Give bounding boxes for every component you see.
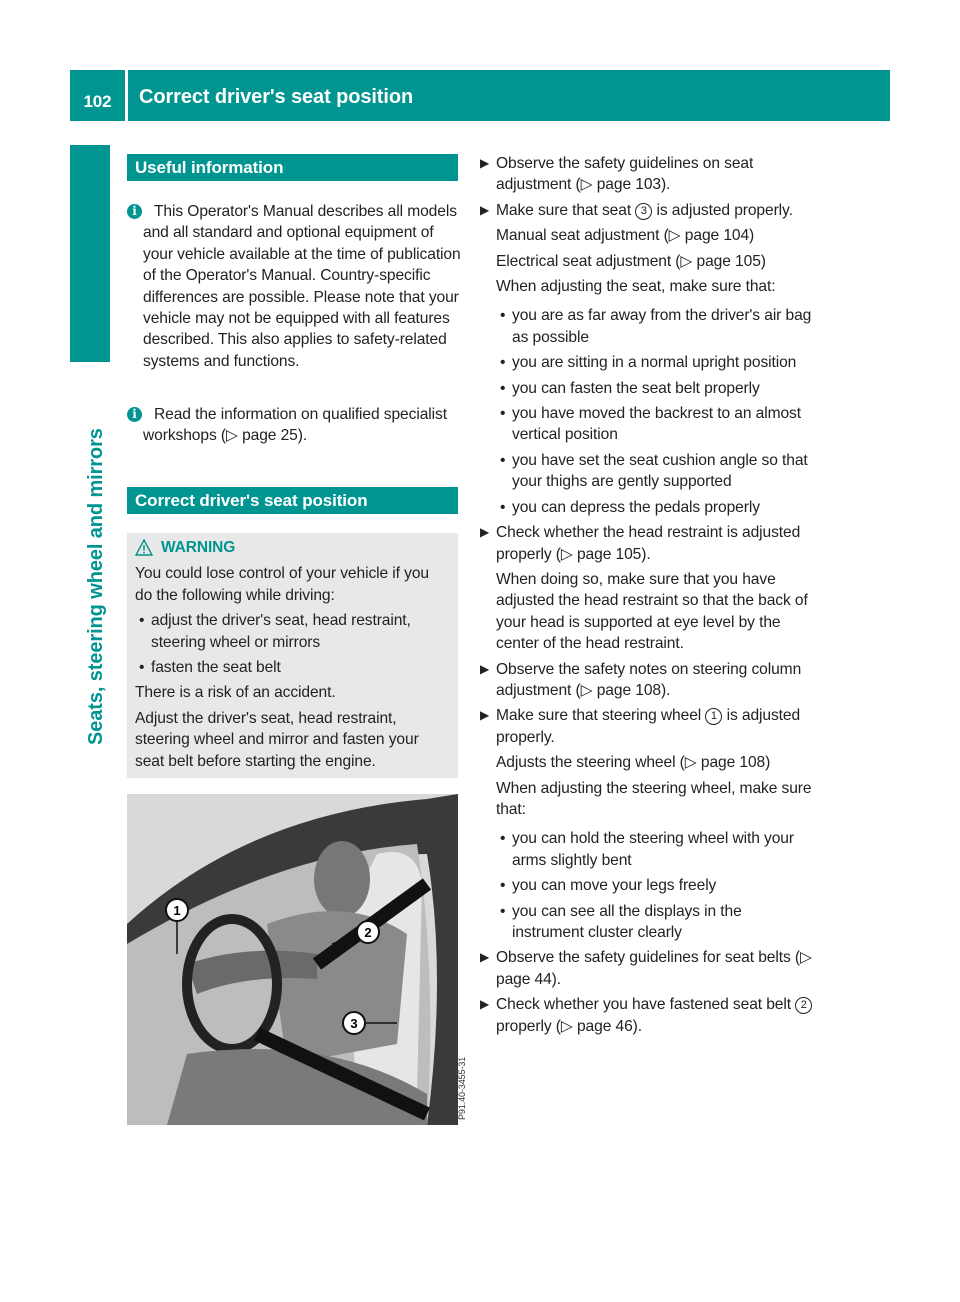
list-item: • you have moved the backrest to an almost vertical position — [480, 403, 816, 446]
list-item: • you are as far away from the driver's air bag as possible — [480, 305, 816, 348]
step: ▶ Check whether the head restraint is adjusted properly (▷ page 105). — [480, 524, 801, 563]
list-item: • you can see all the displays in the instrument cluster clearly — [480, 901, 816, 944]
step-arrow-icon: ▶ — [480, 525, 490, 540]
page-title: Correct driver's seat position — [128, 70, 890, 121]
callout-ref: 1 — [705, 708, 722, 725]
callout-2 — [357, 921, 379, 943]
text: When adjusting the seat, make sure that: — [496, 278, 776, 296]
warning-advice: Adjust the driver's seat, head restraint, steering wheel and mirror and fasten your seat belt before starting the engine. — [135, 709, 419, 770]
useful-info-heading: Useful information — [127, 154, 458, 181]
page-number: 102 — [70, 70, 125, 121]
step-arrow-icon: ▶ — [480, 708, 490, 723]
callout-1 — [166, 899, 188, 921]
section-heading: Correct driver's seat position — [127, 487, 458, 514]
step: ▶ Observe the safety guidelines on seat adjustment (▷ page 103). — [480, 155, 754, 194]
step: ▶ Make sure that seat 3 is adjusted properly. — [480, 200, 816, 221]
step-arrow-icon: ▶ — [480, 661, 490, 676]
callout-ref: 3 — [635, 203, 652, 220]
list-item: • you can move your legs freely — [480, 875, 816, 896]
step-arrow-icon: ▶ — [480, 202, 490, 217]
svg-text:1: 1 — [173, 903, 181, 918]
driver-seat-illustration — [127, 794, 458, 1125]
step: ▶ Check whether you have fastened seat belt 2 properly (▷ page 46). — [480, 994, 816, 1037]
warning-bullet: • adjust the driver's seat, head restraint, steering wheel or mirrors — [135, 610, 450, 653]
list-item: • you can hold the steering wheel with your arms slightly bent — [480, 828, 816, 871]
warning-intro: You could lose control of your vehicle if you do the following while driving: — [135, 565, 429, 604]
list-item: • you have set the seat cushion angle so that your thighs are gently supported — [480, 450, 816, 493]
text: When adjusting the steering wheel, make sure that: — [496, 779, 812, 818]
step: ▶ Make sure that steering wheel 1 is adjusted properly. — [480, 707, 801, 746]
info-note: i This Operator's Manual describes all models and all standard and optional equipment of your vehicle available at the time of publication of the Operator's Manual. Country-specific differences are possible. Please note that your vehicle may not be equipped with all features described. This also applies to safety-related systems and functions. — [127, 201, 462, 372]
callout-3 — [343, 1012, 365, 1034]
step: ▶ Observe the safety guidelines for seat belts (▷ page 44). — [480, 949, 812, 988]
callout-ref: 2 — [795, 997, 812, 1014]
info-icon: i — [127, 204, 142, 219]
text: When doing so, make sure that you have adjusted the head restraint so that the back of your head is supported at eye level by the center of the head restraint. — [496, 570, 808, 653]
instructions — [480, 153, 816, 1041]
warning-box — [127, 533, 458, 778]
svg-text:3: 3 — [350, 1016, 358, 1031]
info-note: i Read the information on qualified specialist workshops (▷ page 25). — [127, 404, 462, 447]
image-code: P91.40-3455-31 — [457, 1056, 467, 1120]
cross-reference: Manual seat adjustment (▷ page 104) — [496, 227, 755, 245]
svg-text:2: 2 — [364, 925, 372, 940]
step-arrow-icon: ▶ — [480, 156, 490, 170]
chapter-tab — [70, 145, 110, 362]
warning-risk: There is a risk of an accident. — [135, 684, 336, 702]
list-item: • you are sitting in a normal upright position — [480, 352, 816, 373]
warning-bullet: • fasten the seat belt — [135, 657, 450, 678]
cross-reference: Electrical seat adjustment (▷ page 105) — [496, 252, 766, 270]
list-item: • you can fasten the seat belt properly — [480, 378, 816, 399]
warning-title: WARNING — [161, 539, 236, 556]
warning-triangle-icon — [135, 539, 153, 556]
cross-reference: Adjusts the steering wheel (▷ page 108) — [496, 754, 771, 772]
step-arrow-icon: ▶ — [480, 997, 490, 1012]
chapter-title: Seats, steering wheel and mirrors — [85, 428, 107, 745]
step: ▶ Observe the safety notes on steering column adjustment (▷ page 108). — [480, 660, 802, 699]
list-item: • you can depress the pedals properly — [480, 497, 816, 518]
info-icon: i — [127, 407, 142, 422]
step-arrow-icon: ▶ — [480, 950, 490, 965]
